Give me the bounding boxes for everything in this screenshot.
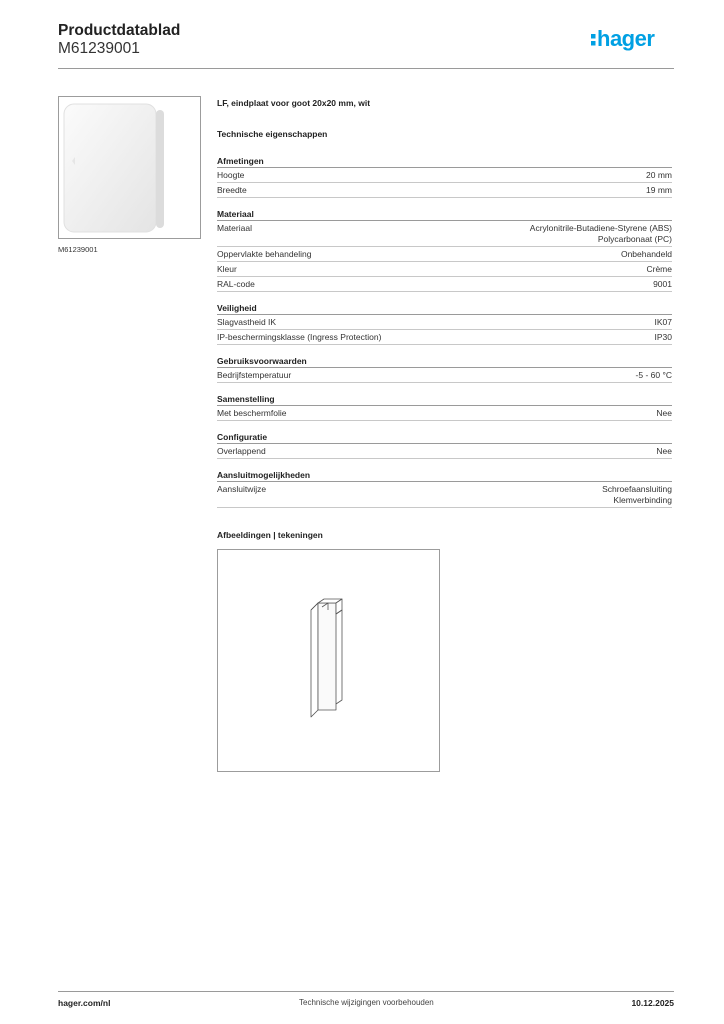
section-title: Samenstelling bbox=[217, 393, 672, 406]
spec-key: Bedrijfstemperatuur bbox=[217, 369, 292, 380]
section-title: Gebruiksvoorwaarden bbox=[217, 355, 672, 368]
spec-row bbox=[217, 221, 672, 247]
spec-row bbox=[217, 315, 672, 330]
spec-row bbox=[217, 183, 672, 198]
footer-website-link[interactable]: hager.com/nl bbox=[58, 998, 111, 1008]
section-composition bbox=[217, 393, 672, 421]
spec-row bbox=[217, 247, 672, 262]
images-heading: Afbeeldingen | tekeningen bbox=[217, 530, 323, 540]
spec-value-line: Klemverbinding bbox=[613, 494, 672, 505]
section-title: Aansluitmogelijkheden bbox=[217, 469, 672, 482]
section-title: Afmetingen bbox=[217, 155, 672, 168]
spec-value: 9001 bbox=[653, 278, 672, 289]
spec-row bbox=[217, 168, 672, 183]
spec-value bbox=[602, 484, 672, 506]
technical-drawing bbox=[217, 549, 440, 772]
specification-content bbox=[217, 98, 672, 508]
spec-value: Crème bbox=[646, 263, 672, 274]
section-safety bbox=[217, 302, 672, 345]
footer-divider bbox=[58, 991, 674, 992]
spec-key: Kleur bbox=[217, 263, 237, 274]
footer-date: 10.12.2025 bbox=[631, 998, 674, 1008]
spec-key: IP-beschermingsklasse (Ingress Protection) bbox=[217, 331, 382, 342]
spec-value: Nee bbox=[656, 445, 672, 456]
section-title: Materiaal bbox=[217, 208, 672, 221]
spec-value-line: Acrylonitrile-Butadiene-Styrene (ABS) bbox=[529, 222, 672, 233]
spec-value: IK07 bbox=[654, 316, 672, 327]
page-title: Productdatablad bbox=[58, 22, 181, 39]
footer-disclaimer: Technische wijzigingen voorbehouden bbox=[299, 998, 434, 1007]
spec-row bbox=[217, 368, 672, 383]
spec-value-line: Schroefaansluiting bbox=[602, 483, 672, 494]
spec-value: IP30 bbox=[654, 331, 672, 342]
section-title: Configuratie bbox=[217, 431, 672, 444]
spec-key: Overlappend bbox=[217, 445, 266, 456]
spec-row bbox=[217, 482, 672, 508]
section-material bbox=[217, 208, 672, 292]
spec-key: Materiaal bbox=[217, 222, 252, 233]
spec-key: Met beschermfolie bbox=[217, 407, 287, 418]
spec-value: Nee bbox=[656, 407, 672, 418]
section-dimensions bbox=[217, 155, 672, 198]
spec-key: Hoogte bbox=[217, 169, 245, 180]
hager-logo bbox=[591, 26, 675, 56]
header-divider bbox=[58, 68, 674, 69]
spec-value: -5 - 60 °C bbox=[635, 369, 672, 380]
spec-key: Slagvastheid IK bbox=[217, 316, 277, 327]
product-photo bbox=[58, 96, 201, 239]
spec-row bbox=[217, 330, 672, 345]
logo-wordmark: hager bbox=[597, 26, 655, 51]
spec-row bbox=[217, 277, 672, 292]
spec-value: 19 mm bbox=[646, 184, 672, 195]
section-configuration bbox=[217, 431, 672, 459]
spec-value: Onbehandeld bbox=[620, 248, 672, 259]
spec-row bbox=[217, 262, 672, 277]
spec-key: Breedte bbox=[217, 184, 247, 195]
product-description: LF, eindplaat voor goot 20x20 mm, wit bbox=[217, 98, 371, 108]
section-connection-options bbox=[217, 469, 672, 508]
spec-value bbox=[530, 223, 672, 245]
logo-dot-bottom bbox=[591, 41, 596, 46]
section-title: Veiligheid bbox=[217, 302, 672, 315]
spec-key: Aansluitwijze bbox=[217, 483, 267, 494]
section-usage-conditions bbox=[217, 355, 672, 383]
spec-row bbox=[217, 444, 672, 459]
spec-row bbox=[217, 406, 672, 421]
technical-properties-heading: Technische eigenschappen bbox=[217, 129, 328, 139]
spec-value: 20 mm bbox=[646, 169, 672, 180]
spec-key: Oppervlakte behandeling bbox=[217, 248, 312, 259]
photo-caption: M61239001 bbox=[58, 245, 98, 254]
logo-dot-top bbox=[591, 34, 596, 39]
spec-key: RAL-code bbox=[217, 278, 255, 289]
spec-value-line: Polycarbonaat (PC) bbox=[597, 233, 672, 244]
product-reference: M61239001 bbox=[58, 40, 140, 57]
